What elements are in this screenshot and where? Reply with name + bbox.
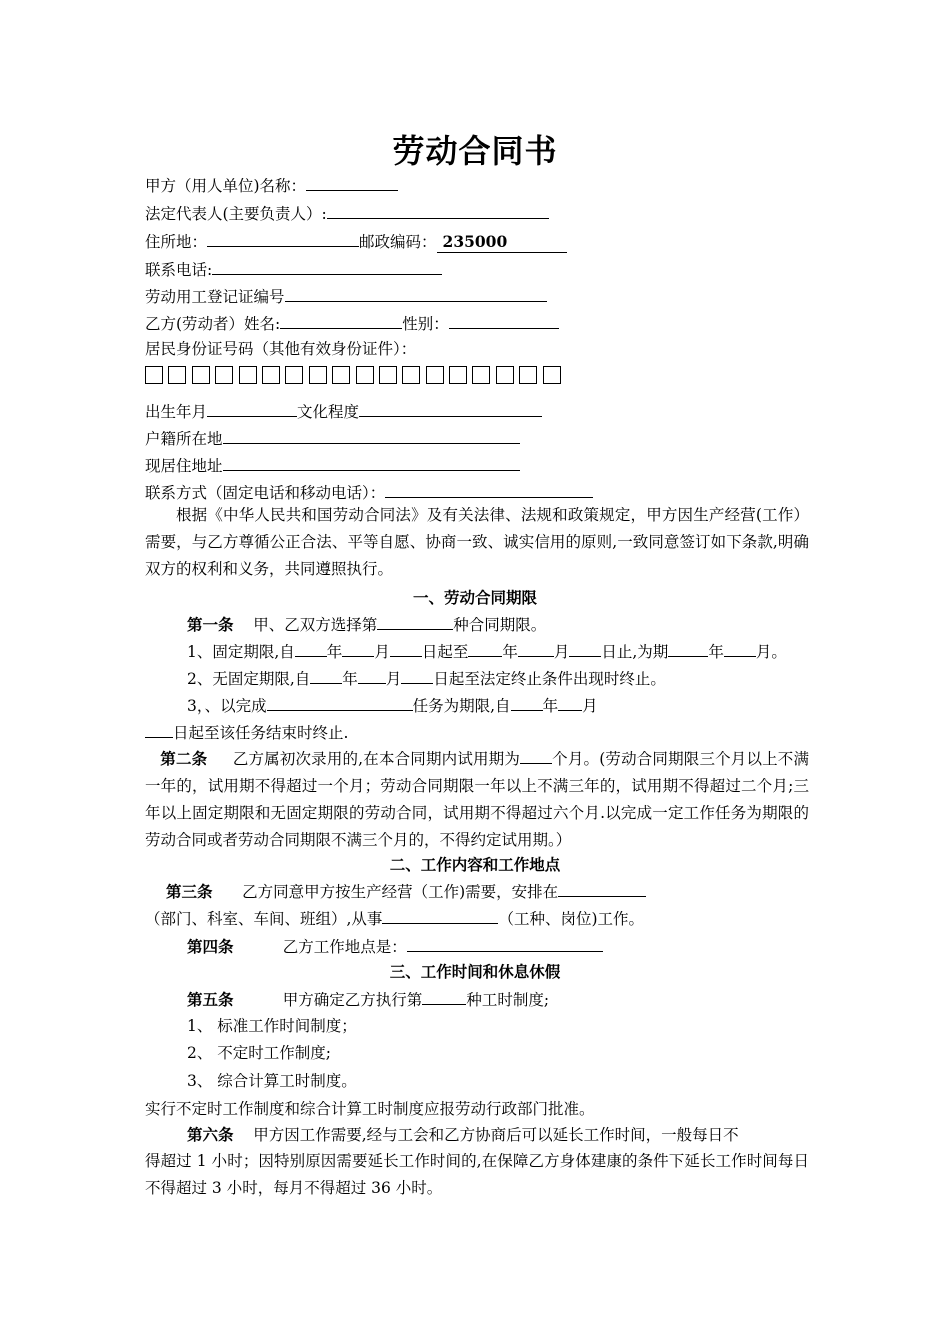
id-digit-box[interactable] (332, 366, 350, 384)
opt1-text: 1、固定期限,自 (187, 643, 295, 661)
opt1-text: 月 (374, 643, 390, 661)
opt1-text: 年 (326, 643, 343, 661)
option-1-line (187, 640, 787, 662)
article-3-text-c: （工种、岗位)工作。 (498, 910, 644, 928)
birth-education-line (145, 400, 542, 422)
option-2-line (187, 667, 666, 689)
phone-label: 联系电话: (145, 261, 213, 279)
id-digit-box[interactable] (285, 366, 303, 384)
article-2-text: 乙方属初次录用的,在本合同期内试用期为 (232, 750, 521, 768)
article-2-label: 第二条 (160, 749, 208, 768)
article-3-continued (145, 907, 644, 929)
hukou-label: 户籍所在地 (145, 430, 223, 448)
address-label: 住所地： (145, 233, 208, 251)
party-a-name-label: 甲方（用人单位)名称： (145, 177, 307, 195)
id-digit-box[interactable] (215, 366, 233, 384)
article-3-label: 第三条 (166, 882, 213, 901)
birth-label: 出生年月 (145, 403, 208, 421)
blank-field[interactable] (569, 640, 601, 657)
opt3-cont-text: 日起至该任务结束时终止. (173, 724, 349, 742)
article-5-text: 甲方确定乙方执行第 (282, 991, 423, 1009)
phone-line (145, 258, 442, 280)
article-4-text: 乙方工作地点是： (282, 938, 407, 956)
legal-rep-field[interactable] (327, 202, 549, 219)
legal-rep-label: 法定代表人(主要负责人）: (145, 205, 327, 223)
blank-field[interactable] (295, 640, 327, 657)
id-number-boxes[interactable] (145, 366, 566, 384)
opt2-text: 2、无固定期限,自 (187, 670, 311, 688)
section-2-heading: 二、工作内容和工作地点 (389, 855, 561, 874)
blank-field[interactable] (145, 721, 173, 738)
id-digit-box[interactable] (426, 366, 444, 384)
article-6-continued: 得超过 1 小时；因特别原因需要延长工作时间的,在保障乙方身体建康的条件下延长工作时间每日不得超过 3 小时，每月不得超过 36 小时。 (145, 1152, 809, 1197)
hukou-field[interactable] (223, 427, 520, 444)
opt2-text: 月 (385, 670, 402, 688)
id-digit-box[interactable] (379, 366, 397, 384)
opt2-text: 日起至法定终止条件出现时终止。 (433, 670, 666, 688)
contact-field[interactable] (385, 481, 593, 498)
gender-field[interactable] (449, 312, 559, 329)
party-a-name-field[interactable] (306, 174, 398, 191)
id-digit-box[interactable] (145, 366, 163, 384)
preamble-paragraph: 根据《中华人民共和国劳动合同法》及有关法律、法规和政策规定，甲方因生产经营(工作）需要，与乙方尊循公正合法、平等自愿、协商一致、诚实信用的原则,一致同意签订如下条款,明确双方的权利和义务，共同遵照执行。 (145, 506, 809, 578)
work-hour-item-3: 3、 综合计算工时制度。 (187, 1072, 357, 1090)
residence-line (145, 454, 520, 476)
party-a-name-line (145, 174, 398, 196)
article-1-text-end: 种合同期限。 (453, 616, 547, 634)
id-digit-box[interactable] (168, 366, 186, 384)
blank-field[interactable] (518, 640, 554, 657)
opt3-text: 月 (582, 697, 598, 715)
section-1-heading: 一、劳动合同期限 (412, 588, 537, 607)
id-digit-box[interactable] (449, 366, 467, 384)
registration-field[interactable] (285, 285, 547, 302)
hukou-line (145, 427, 520, 449)
article-5 (187, 988, 549, 1010)
article-6 (187, 1125, 739, 1145)
task-field[interactable] (267, 694, 413, 711)
id-digit-box[interactable] (496, 366, 514, 384)
opt3-text: 年 (542, 697, 559, 715)
id-digit-box[interactable] (402, 366, 420, 384)
blank-field[interactable] (310, 667, 342, 684)
article-5-label: 第五条 (187, 990, 234, 1009)
article-4 (187, 935, 603, 957)
article-6-label: 第六条 (187, 1125, 234, 1144)
blank-field[interactable] (558, 694, 582, 711)
department-field[interactable] (558, 880, 646, 897)
opt1-text: 年 (708, 643, 724, 661)
opt1-text: 日止,为期 (601, 643, 669, 661)
legal-rep-line (145, 202, 549, 224)
work-hour-item-1: 1、 标准工作时间制度； (187, 1017, 357, 1035)
party-b-name-field[interactable] (280, 312, 402, 329)
blank-field[interactable] (468, 640, 502, 657)
opt1-text: 月 (553, 643, 570, 661)
opt1-text: 年 (502, 643, 518, 661)
article-2-text-end: 个月。(劳动合同期限三个月以上不满一年的，试用期不得超过一个月；劳动合同期限一年以上不满三年的，试用期不得超过二个月;三年以上固定期限和无固定期限的劳动合同，试用期不得超过六个月.以完成一定工作任务为期限的劳动合同或者劳动合同期限不满三个月的，不得约定试用期。） (145, 750, 809, 849)
contact-label: 联系方式（固定电话和移动电话）： (145, 484, 386, 502)
postal-label: 邮政编码： (359, 233, 437, 251)
opt1-text: 日起至 (421, 643, 469, 661)
registration-line (145, 285, 547, 307)
phone-field[interactable] (212, 258, 442, 275)
section-3-heading: 三、工作时间和休息休假 (389, 962, 561, 981)
party-b-name-line (145, 312, 559, 334)
opt3-text: 3，、以完成 (187, 697, 267, 715)
option-3-line (187, 694, 598, 716)
option-3-continued (145, 721, 348, 743)
blank-field[interactable] (724, 640, 756, 657)
registration-label: 劳动用工登记证编号 (145, 288, 285, 306)
id-digit-box[interactable] (262, 366, 280, 384)
id-digit-box[interactable] (543, 366, 561, 384)
id-digit-box[interactable] (239, 366, 257, 384)
article-1 (187, 613, 546, 635)
article-2-paragraph (145, 745, 809, 854)
contract-type-field[interactable] (377, 613, 453, 630)
address-field[interactable] (207, 230, 359, 247)
opt2-text: 年 (342, 670, 358, 688)
probation-field[interactable] (520, 747, 552, 764)
opt3-text: 任务为期限,自 (412, 697, 511, 715)
education-label: 文化程度 (297, 403, 360, 421)
id-line: 居民身份证号码（其他有效身份证件）： (145, 340, 417, 358)
article-1-text: 甲、乙双方选择第 (253, 616, 378, 634)
residence-label: 现居住地址 (145, 457, 223, 475)
blank-field[interactable] (358, 667, 386, 684)
id-digit-box[interactable] (519, 366, 537, 384)
article-3-text-b: （部门、科室、车间、班组）,从事 (145, 910, 383, 928)
article-1-label: 第一条 (187, 615, 234, 634)
blank-field[interactable] (511, 694, 543, 711)
opt1-text: 月。 (755, 643, 787, 661)
id-digit-box[interactable] (356, 366, 374, 384)
page-title: 劳动合同书 (392, 132, 558, 170)
education-field[interactable] (359, 400, 542, 417)
blank-field[interactable] (668, 640, 708, 657)
blank-field[interactable] (401, 667, 433, 684)
id-digit-box[interactable] (192, 366, 210, 384)
article-5-text-end: 种工时制度; (466, 991, 550, 1009)
id-digit-box[interactable] (472, 366, 490, 384)
id-digit-box[interactable] (309, 366, 327, 384)
work-hour-item-2: 2、 不定时工作制度; (187, 1044, 332, 1062)
contact-line (145, 481, 593, 503)
article-3 (166, 880, 646, 902)
blank-field[interactable] (390, 640, 422, 657)
address-line (145, 230, 567, 253)
work-location-field[interactable] (407, 935, 603, 952)
birth-field[interactable] (207, 400, 297, 417)
residence-field[interactable] (223, 454, 520, 471)
article-3-text: 乙方同意甲方按生产经营（工作)需要，安排在 (242, 883, 559, 901)
article-6-text: 甲方因工作需要,经与工会和乙方协商后可以延长工作时间，一般每日不 (253, 1126, 739, 1144)
work-hour-type-field[interactable] (422, 988, 466, 1005)
blank-field[interactable] (342, 640, 374, 657)
job-field[interactable] (382, 907, 498, 924)
party-b-name-label: 乙方(劳动者）姓名: (145, 315, 281, 333)
postal-code-field[interactable]: 235000 (437, 232, 567, 253)
article-4-label: 第四条 (187, 937, 234, 956)
approval-note: 实行不定时工作制度和综合计算工时制度应报劳动行政部门批准。 (145, 1100, 595, 1118)
gender-label: 性别： (402, 315, 449, 333)
